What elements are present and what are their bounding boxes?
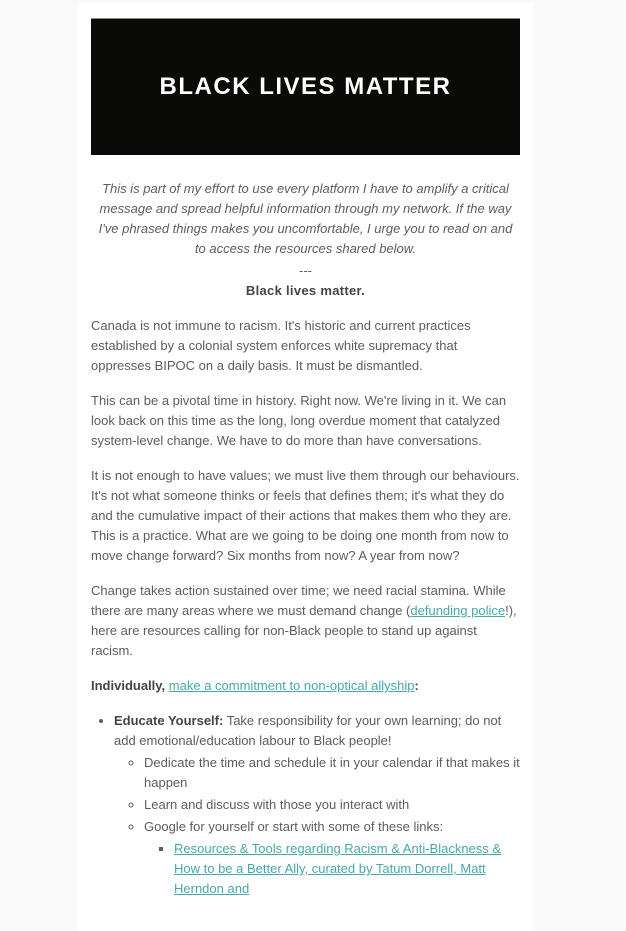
separator-dashes: --- bbox=[299, 263, 312, 278]
educate-sublist bbox=[114, 753, 520, 899]
links-sublist bbox=[144, 839, 520, 899]
paragraph-change-after: !), here are resources calling for non-Black people to stand up against racism. bbox=[91, 603, 517, 658]
list-item-learn-discuss: ◦ Learn and discuss with those you interact with bbox=[144, 795, 520, 815]
paragraph-change-before: Change takes action sustained over time; we need racial stamina. While there are many areas where we must demand change ( bbox=[91, 583, 506, 618]
educate-yourself-text: Take responsibility for your own learning; do not add emotional/education labour to Black people! bbox=[114, 713, 502, 748]
paragraph-values: It is not enough to have values; we must live them through our behaviours. It's not what someone thinks or feels that defines them; it's what they do and the cumulative impact of their actions that makes them who they are. This is a practice. What are we going to be doing one month from now to move change forward? Six months from now? A year from now? bbox=[91, 468, 520, 563]
list-item-resources-link bbox=[174, 839, 520, 899]
commitment-suffix: : bbox=[414, 678, 419, 693]
email-body bbox=[78, 3, 533, 931]
educate-yourself-bold: Educate Yourself: bbox=[114, 713, 224, 728]
section-heading: Black lives matter. bbox=[245, 283, 366, 298]
list-item-educate bbox=[114, 711, 520, 899]
non-optical-allyship-link[interactable]: make a commitment to non-optical allyship bbox=[168, 678, 415, 693]
intro-note: This is part of my effort to use every platform I have to amplify a critical message and spread helpful information through my network. If the way I've phrased things makes you uncomfortable, I urge you to read on and to access the resources shared below. bbox=[98, 181, 513, 256]
defunding-police-link[interactable]: defunding police bbox=[410, 603, 506, 618]
action-list bbox=[91, 711, 520, 899]
banner-title: BLACK LIVES MATTER bbox=[159, 73, 452, 100]
blm-banner bbox=[91, 18, 520, 155]
paragraph-canada: Canada is not immune to racism. It's historic and current practices established by a colonial system enforces white supremacy that oppresses BIPOC on a daily basis. It must be dismantled. bbox=[91, 318, 471, 373]
resources-tools-link[interactable]: Resources & Tools regarding Racism & Anti-Blackness & How to be a Better Ally, curated by Tatum Dorrell, Matt Herndon and bbox=[174, 841, 502, 896]
commitment-line bbox=[91, 676, 520, 696]
list-item-google bbox=[144, 817, 520, 899]
paragraph-pivotal-time: This can be a pivotal time in history. Right now. We're living in it. We can look back on this time as the long, long overdue moment that catalyzed system-level change. We have to do more than have conversations. bbox=[91, 393, 507, 448]
list-item-google-text: Google for yourself or start with some of these links: bbox=[144, 819, 444, 834]
email-content bbox=[91, 155, 520, 899]
commitment-bold: Individually, bbox=[91, 678, 166, 693]
paragraph-change bbox=[91, 581, 520, 661]
list-item-dedicate-time: ◦ Dedicate the time and schedule it in your calendar if that makes it happen bbox=[144, 753, 520, 793]
